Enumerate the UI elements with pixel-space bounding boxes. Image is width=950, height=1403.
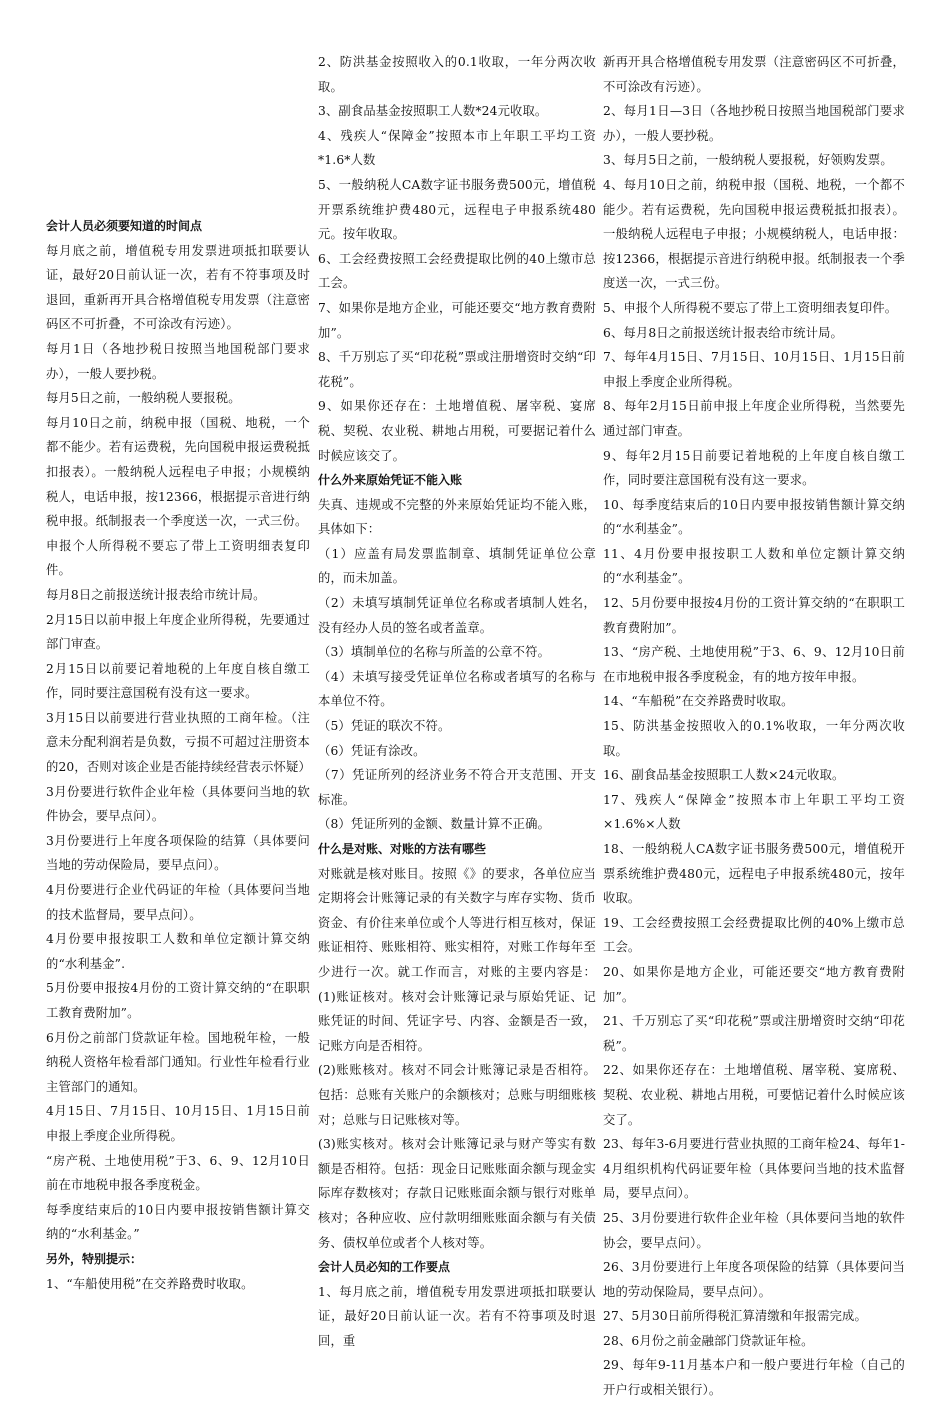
paragraph: (2)账账核对。核对不同会计账簿记录是否相符。包括：总账有关账户的余额核对；总账与明细账核对；总账与日记账核对等。 bbox=[318, 1063, 596, 1127]
paragraph: （3）填制单位的名称与所盖的公章不符。 bbox=[318, 645, 551, 660]
paragraph: 14、“车船税”在交养路费时收取。 bbox=[603, 694, 794, 709]
paragraph: 25、3月份要进行软件企业年检（具体要问当地的软件协会，要早点问）。 bbox=[603, 1210, 905, 1250]
paragraph: 7、如果你是地方企业，可能还要交“地方教育费附加”。 bbox=[318, 300, 596, 340]
paragraph: 27、5月30日前所得税汇算清缴和年报需完成。 bbox=[603, 1309, 867, 1324]
paragraph: 4月份要申报按职工人数和单位定额计算交纳的“水利基金”. bbox=[46, 932, 310, 971]
fees-list bbox=[318, 50, 596, 468]
paragraph: “房产税、土地使用税”于3、6、9、12月10日前在市地税申报各季度税金。 bbox=[46, 1153, 310, 1193]
paragraph: 3月份要进行软件企业年检（具体要问当地的软件协会，要早点问）。 bbox=[46, 784, 310, 824]
paragraph: 2、防洪基金按照收入的0.1收取，一年分两次收取。 bbox=[318, 55, 596, 94]
paragraph: 9、每年2月15日前要记着地税的上年度自核自缴工作，同时要注意国税有没有这一要求。 bbox=[603, 448, 905, 488]
section-heading-work-points: 会计人员必知的工作要点 bbox=[318, 1260, 451, 1275]
paragraph: 4、残疾人“保障金”按照本市上年职工平均工资*1.6*人数 bbox=[318, 128, 596, 168]
paragraph: 10、每季度结束后的10日内要申报按销售额计算交纳的“水利基金”。 bbox=[603, 497, 905, 537]
section-heading-reconciliation: 什么是对账、对账的方法有哪些 bbox=[318, 842, 487, 856]
column-left bbox=[46, 214, 310, 1296]
paragraph: 6、每月8日之前报送统计报表给市统计局。 bbox=[603, 325, 843, 340]
paragraph: 6月份之前部门贷款证年检。国地税年检，一般纳税人资格年检看部门通知。行业性年检看行业主管部门的通知。 bbox=[46, 1030, 310, 1094]
paragraph: 3月15日以前要进行营业执照的工商年检。（注意未分配利润若是负数，亏损不可超过注册资本的20，否则对该企业是否能持续经营表示怀疑） bbox=[46, 710, 311, 775]
column-right bbox=[603, 50, 905, 1403]
paragraph: 12、5月份要申报按4月份的工资计算交纳的“在职职工教育费附加”。 bbox=[603, 596, 905, 635]
paragraph: 每月5日之前，一般纳税人要报税。 bbox=[46, 391, 241, 406]
paragraph: 22、如果你还存在：土地增值税、屠宰税、宴席税、契税、农业税、耕地占用税，可要惦记着什么时候应该交了。 bbox=[603, 1063, 905, 1127]
paragraph: （6）凭证有涂改。 bbox=[318, 743, 426, 758]
paragraph: 每月8日之前报送统计报表给市统计局。 bbox=[46, 587, 266, 602]
paragraph: 3月份要进行上年度各项保险的结算（具体要问当地的劳动保险局，要早点问）。 bbox=[46, 833, 310, 873]
paragraph: 3、副食品基金按照职工人数*24元收取。 bbox=[318, 104, 548, 119]
section-heading-invalid-vouchers: 什么外来原始凭证不能入账 bbox=[318, 473, 463, 488]
work-points-list bbox=[603, 50, 905, 1403]
paragraph: 7、每年4月15日、7月15日、10月15日、1月15日前申报上季度企业所得税。 bbox=[603, 350, 905, 389]
paragraph: 4、每月10日之前，纳税申报（国税、地税，一个都不能少。若有运费税，先向国税申报运费税抵扣报表）。一般纳税人远程电子申报；小规模纳税人，电话申报：按12366，根据提示音进行纳税申报。纸制报表一个季度送一次，一式三份。 bbox=[603, 177, 905, 291]
paragraph: （2）未填写填制凭证单位名称或者填制人姓名，没有经办人员的签名或者盖章。 bbox=[318, 596, 596, 635]
paragraph: 29、每年9-11月基本户和一般户要进行年检（自己的开户行或相关银行）。 bbox=[603, 1358, 905, 1398]
paragraph: 3、每月5日之前，一般纳税人要报税，好领购发票。 bbox=[603, 153, 893, 168]
paragraph: 5、一般纳税人CA数字证书服务费500元，增值税开票系统维护费480元，远程电子申报系统480元。按年收取。 bbox=[318, 177, 596, 242]
paragraph: 9、如果你还存在：土地增值税、屠宰税、宴席税、契税、农业税、耕地占用税，可要据记着什么时候应该交了。 bbox=[318, 399, 596, 463]
paragraph: （1）应盖有局发票监制章、填制凭证单位公章的，而未加盖。 bbox=[318, 546, 596, 586]
paragraph: 2、每月1日—3日（各地抄税日按照当地国税部门要求办），一般人要抄税。 bbox=[603, 104, 905, 143]
paragraph: 18、一般纳税人CA数字证书服务费500元，增值税开票系统维护费480元，远程电子申报系统480元，按年收取。 bbox=[603, 842, 905, 906]
paragraph: 20、如果你是地方企业，可能还要交“地方教育费附加”。 bbox=[603, 964, 905, 1004]
section-heading-special-notes: 另外，特别提示： bbox=[46, 1251, 143, 1266]
paragraph: 23、每年3-6月要进行营业执照的工商年检24、每年1-4月组织机构代码证要年检（具体要问当地的技术监督局，要早点问）。 bbox=[603, 1137, 905, 1201]
paragraph: 失真、违规或不完整的外来原始凭证均不能入账，具体如下： bbox=[318, 497, 596, 537]
paragraph: 21、千万别忘了买“印花税”票或注册增资时交纳“印花税”。 bbox=[603, 1014, 905, 1053]
paragraph: 5月份要申报按4月份的工资计算交纳的“在职职工教育费附加”。 bbox=[46, 981, 310, 1020]
reconciliation-text bbox=[318, 862, 596, 1256]
paragraph: 新再开具合格增值税专用发票（注意密码区不可折叠，不可涂改有污迹）。 bbox=[603, 55, 905, 94]
paragraph: 19、工会经费按照工会经费提取比例的40%上缴市总工会。 bbox=[603, 915, 905, 955]
paragraph: 对账就是核对账目。按照《》的要求，各单位应当定期将会计账簿记录的有关数字与库存实物、货币资金、有价往来单位或个人等进行相互核对，保证账证相符、账账相符、账实相符，对账工作每年至少进行一次。就工作而言，对账的主要内容是：(1)账证核对。核对会计账簿记录与原始凭证、记账凭证的时间、凭证字号、内容、金额是否一致，记账方向是否相符。 bbox=[318, 866, 596, 1053]
paragraph: 申报个人所得税不要忘了带上工资明细表复印件。 bbox=[46, 538, 310, 578]
paragraph: 4月15日、7月15日、10月15日、1月15日前申报上季度企业所得税。 bbox=[46, 1104, 310, 1143]
paragraph: 4月份要进行企业代码证的年检（具体要问当地的技术监督局，要早点问）。 bbox=[46, 883, 310, 922]
paragraph: 2月15日以前申报上年度企业所得税，先要通过部门审查。 bbox=[46, 612, 310, 652]
paragraph: 17、残疾人“保障金”按照本市上年职工平均工资×1.6%×人数 bbox=[603, 792, 905, 832]
paragraph: 每月10日之前，纳税申报（国税、地税，一个都不能少。若有运费税，先向国税申报运费税抵扣报表）。一般纳税人远程电子申报；小规模纳税人，电话申报，按12366，根据提示音进行纳税申报。纸制报表一个季度送一次，一式三份。 bbox=[46, 415, 310, 529]
paragraph: 16、副食品基金按照职工人数×24元收取。 bbox=[603, 768, 845, 783]
paragraph: 8、千万别忘了买“印花税”票或注册增资时交纳“印花税”。 bbox=[318, 350, 596, 389]
paragraph: 28、6月份之前金融部门贷款证年检。 bbox=[603, 1333, 814, 1348]
paragraph: 每月1日（各地抄税日按照当地国税部门要求办），一般人要抄税。 bbox=[46, 341, 310, 381]
paragraph: 每月底之前，增值税专用发票进项抵扣联要认证，最好20日前认证一次，若有不符事项及时退回，重新再开具合格增值税专用发票（注意密码区不可折叠，不可涂改有污迹）。 bbox=[46, 243, 310, 332]
paragraph: 15、防洪基金按照收入的0.1%收取，一年分两次收取。 bbox=[603, 719, 905, 758]
paragraph: 13、“房产税、土地使用税”于3、6、9、12月10日前在市地税申报各季度税金，有的地方按年申报。 bbox=[603, 645, 905, 684]
column-middle bbox=[318, 50, 596, 1353]
paragraph: （8）凭证所列的金额、数量计算不正确。 bbox=[318, 817, 551, 832]
paragraph: 8、每年2月15日前申报上年度企业所得税，当然要先通过部门审查。 bbox=[603, 399, 905, 438]
paragraph: 5、申报个人所得税不要忘了带上工资明细表复印件。 bbox=[603, 300, 898, 315]
paragraph: 每季度结束后的10日内要申报按销售额计算交纳的“水利基金。” bbox=[46, 1202, 310, 1242]
paragraph: （4）未填写接受凭证单位名称或者填写的名称与本单位不符。 bbox=[318, 669, 596, 709]
paragraph: 26、3月份要进行上年度各项保险的结算（具体要问当地的劳动保险局，要早点问）。 bbox=[603, 1260, 905, 1299]
paragraph: 11、4月份要申报按职工人数和单位定额计算交纳的“水利基金”。 bbox=[603, 546, 905, 586]
paragraph: 2月15日以前要记着地税的上年度自核自缴工作，同时要注意国税有没有这一要求。 bbox=[46, 661, 310, 701]
paragraph: （7）凭证所列的经济业务不符合开支范围、开支标准。 bbox=[318, 768, 596, 807]
invalid-vouchers-list bbox=[318, 493, 596, 837]
paragraph: 1、“车船使用税”在交养路费时收取。 bbox=[46, 1276, 254, 1291]
paragraph: 6、工会经费按照工会经费提取比例的40上缴市总工会。 bbox=[318, 251, 596, 291]
paragraph: 1、每月底之前，增值税专用发票进项抵扣联要认证，最好20日前认证一次。若有不符事项及时退回，重 bbox=[318, 1284, 596, 1348]
paragraph: （5）凭证的联次不符。 bbox=[318, 719, 451, 734]
section-heading-time-points: 会计人员必须要知道的时间点 bbox=[46, 219, 203, 233]
paragraph: (3)账实核对。核对会计账簿记录与财产等实有数额是否相符。包括：现金日记账账面余额与现金实际库存数核对；存款日记账账面余额与银行对账单核对；各种应收、应付款明细账账面余额与有关债务、债权单位或者个人核对等。 bbox=[318, 1137, 596, 1250]
time-points-list bbox=[46, 239, 310, 1247]
